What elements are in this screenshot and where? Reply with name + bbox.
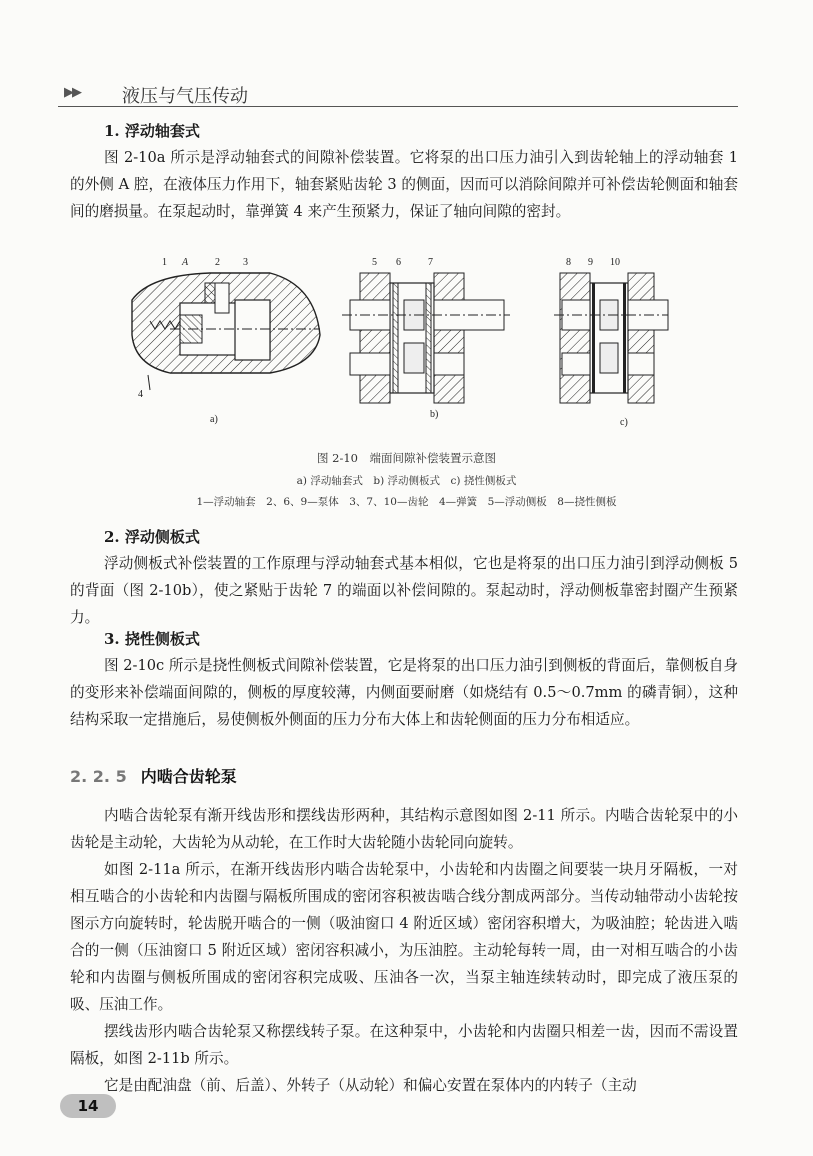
- para-body-4: 它是由配油盘（前、后盖）、外转子（从动轮）和偏心安置在泵体内的内转子（主动: [104, 1077, 637, 1094]
- heading-floating-side-plate: 2. 浮动侧板式: [104, 528, 200, 546]
- section-floating-side-plate: [70, 524, 738, 631]
- section-heading-2-2-5: [70, 764, 237, 787]
- subfig-c-label: c): [620, 417, 628, 428]
- section-floating-bushing: [70, 118, 738, 225]
- subfig-b-label: b): [430, 409, 439, 420]
- label-a-3: 3: [243, 257, 248, 268]
- subfig-a-label: a): [210, 414, 218, 425]
- figure-caption-title: 图 2-10 端面间隙补偿装置示意图: [317, 451, 496, 465]
- diagram-c: [554, 273, 668, 403]
- label-b-5: 5: [372, 257, 377, 268]
- diagram-b: [342, 273, 510, 403]
- para-body-1: 内啮合齿轮泵有渐开线齿形和摆线齿形两种，其结构示意图如图 2-11 所示。内啮合齿轮泵中的小齿轮是主动轮，大齿轮为从动轮，在工作时大齿轮随小齿轮同向旋转。: [70, 807, 738, 851]
- label-b-7: 7: [428, 257, 433, 268]
- label-a-2: 2: [215, 257, 220, 268]
- header-arrows-icon: ▶▶: [64, 85, 80, 100]
- section-number: 2. 2. 5: [70, 767, 127, 786]
- figure-2-10: [110, 255, 670, 435]
- running-header: [58, 80, 738, 107]
- heading-flexible-side-plate: 3. 挠性侧板式: [104, 630, 200, 648]
- label-b-6: 6: [396, 257, 401, 268]
- para-body-2: 如图 2-11a 所示，在渐开线齿形内啮合齿轮泵中，小齿轮和内齿圈之间要装一块月牙隔板，一对相互啮合的小齿轮和内齿圈与隔板所围成的密闭容积被齿啮合线分割成两部分。当传动轴带动小齿轮按图示方向旋转时，轮齿脱开啮合的一侧（吸油窗口 4 附近区域）密闭容积增大，为吸油腔；轮齿进入啮合的一侧（压油窗口 5 附近区域）密闭容积减小，为压油腔。主动轮每转一周，由一对相互啮合的小齿轮和内齿圈与侧板所围成的密闭容积完成吸、压油各一次，当泵主轴连续转动时，即完成了液压泵的吸、压油工作。: [70, 861, 738, 1013]
- page-number: 14: [60, 1094, 116, 1118]
- para-floating-bushing: 图 2-10a 所示是浮动轴套式的间隙补偿装置。它将泵的出口压力油引入到齿轮轴上的浮动轴套 1 的外侧 A 腔，在液体压力作用下，轴套紧贴齿轮 3 的侧面，因而可以消除间隙并可补偿齿轮侧面和轴套间的磨损量。在泵起动时，靠弹簧 4 来产生预紧力，保证了轴向间隙的密封。: [70, 149, 738, 220]
- header-title: 液压与气压传动: [122, 86, 248, 107]
- figure-caption-legend: 1—浮动轴套 2、6、9—泵体 3、7、10—齿轮 4—弹簧 5—浮动侧板 8—挠性侧板: [196, 496, 617, 508]
- para-body-3: 摆线齿形内啮合齿轮泵又称摆线转子泵。在这种泵中，小齿轮和内齿圈只相差一齿，因而不需设置隔板，如图 2-11b 所示。: [70, 1023, 738, 1067]
- diagram-a: [132, 273, 320, 390]
- figure-caption-subtitles: a) 浮动轴套式 b) 浮动侧板式 c) 挠性侧板式: [296, 475, 517, 487]
- section-title: 内啮合齿轮泵: [140, 767, 237, 786]
- label-a-1: 1: [162, 257, 167, 268]
- section-internal-gear-pump: [70, 802, 738, 1099]
- label-c-9: 9: [588, 257, 593, 268]
- label-c-10: 10: [610, 257, 620, 268]
- label-c-8: 8: [566, 257, 571, 268]
- para-flexible-side-plate: 图 2-10c 所示是挠性侧板式间隙补偿装置，它是将泵的出口压力油引到侧板的背面后，靠侧板自身的变形来补偿端面间隙的，侧板的厚度较薄，内侧面要耐磨（如烧结有 0.5～0.7mm 的磷青铜），这种结构采取一定措施后，易使侧板外侧面的压力分布大体上和齿轮侧面的压力分布相适应。: [70, 657, 738, 728]
- label-a-A: A: [182, 257, 189, 268]
- label-a-4: 4: [138, 389, 143, 400]
- section-flexible-side-plate: [70, 626, 738, 733]
- heading-floating-bushing: 1. 浮动轴套式: [104, 122, 200, 140]
- para-floating-side-plate: 浮动侧板式补偿装置的工作原理与浮动轴套式基本相似，它也是将泵的出口压力油引到浮动侧板 5 的背面（图 2-10b），使之紧贴于齿轮 7 的端面以补偿间隙的。泵起动时，浮动侧板靠密封圈产生预紧力。: [70, 555, 738, 626]
